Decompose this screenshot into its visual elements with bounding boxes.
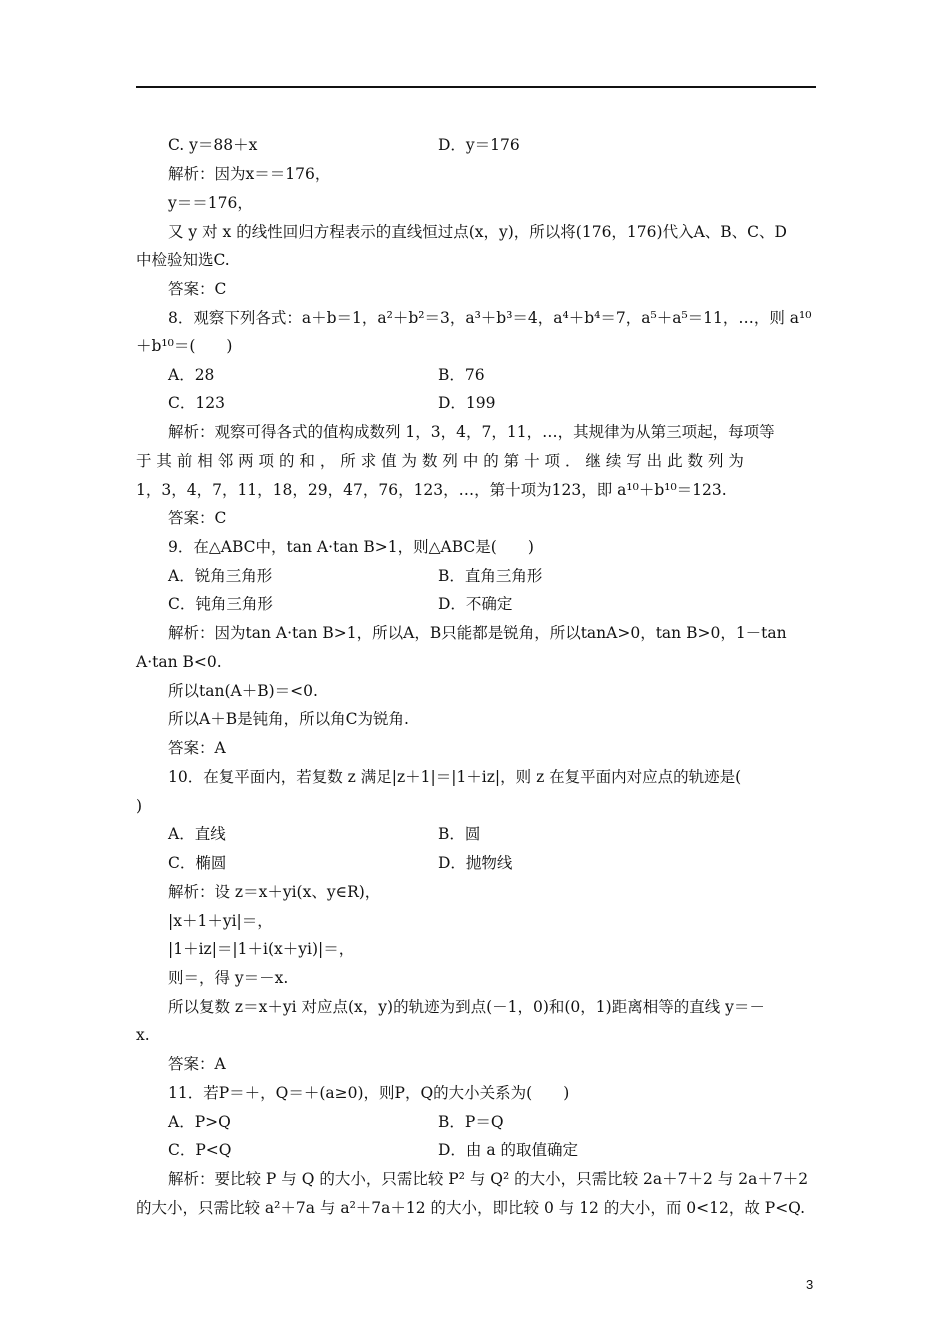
option-right: D．不确定 <box>438 595 513 613</box>
text-line: ＋b¹⁰＝( ) <box>136 337 233 355</box>
text-line: 10．在复平面内，若复数 z 满足|z＋1|＝|1＋iz|，则 z 在复平面内对应点的轨迹是( <box>168 768 742 786</box>
option-right: B．圆 <box>438 825 481 843</box>
text-line: A．P>Q <box>168 1113 231 1131</box>
page-number: 3 <box>806 1277 814 1292</box>
option-right: D．抛物线 <box>438 854 513 872</box>
text-line: C．椭圆 <box>168 854 227 872</box>
text-line: A．锐角三角形 <box>168 567 273 585</box>
text-line: 答案：A <box>168 739 226 757</box>
text-line: 中检验知选C. <box>136 251 230 269</box>
text-line: x. <box>136 1026 150 1044</box>
text-line: 9．在△ABC中，tan A·tan B>1，则△ABC是( ) <box>168 538 534 556</box>
text-line: 所以tan(A＋B)＝<0. <box>168 682 318 700</box>
text-line: C．123 <box>168 394 225 412</box>
text-line: 1，3，4，7，11，18，29，47，76，123，…，第十项为123，即 a¹⁰＋b¹⁰＝123. <box>136 481 727 499</box>
text-line: C. y＝88＋x <box>168 136 258 154</box>
option-right: B．76 <box>438 366 485 384</box>
text-line: 解析：因为x＝＝176， <box>168 165 331 183</box>
text-line: A．28 <box>168 366 215 384</box>
text-line: 解析：设 z＝x＋yi(x、y∈R)， <box>168 883 381 901</box>
text-line: ) <box>136 797 143 815</box>
text-line: 的大小，只需比较 a²＋7a 与 a²＋7a＋12 的大小，即比较 0 与 12 的大小，而 0<12，故 P<Q. <box>136 1199 806 1217</box>
text-line: 答案：C <box>168 280 227 298</box>
text-line: 所以复数 z＝x＋yi 对应点(x，y)的轨迹为到点(－1，0)和(0，1)距离相等的直线 y＝－ <box>168 998 765 1016</box>
text-line: A·tan B<0. <box>136 653 222 671</box>
text-line: |x＋1＋yi|＝， <box>168 912 273 930</box>
option-right: B．直角三角形 <box>438 567 543 585</box>
text-line: 则＝，得 y＝－x. <box>168 969 289 987</box>
option-right: D．y＝176 <box>438 136 520 154</box>
text-line: 8．观察下列各式：a＋b＝1，a²＋b²＝3，a³＋b³＝4，a⁴＋b⁴＝7，a⁵＋a⁵＝11，…，则 a¹⁰ <box>168 309 812 327</box>
text-line: 解析：要比较 P 与 Q 的大小，只需比较 P² 与 Q² 的大小，只需比较 2a＋7＋2 与 2a＋7＋2 <box>168 1170 809 1188</box>
text-line: 11．若P＝＋，Q＝＋(a≥0)，则P，Q的大小关系为( ) <box>168 1084 570 1102</box>
text-line: 答案：A <box>168 1055 226 1073</box>
option-right: B．P＝Q <box>438 1113 504 1131</box>
text-line: C．钝角三角形 <box>168 595 273 613</box>
text-line: 解析：因为tan A·tan B>1，所以A，B只能都是锐角，所以tanA>0，tan B>0，1－tan <box>168 624 787 642</box>
text-line: C．P<Q <box>168 1141 232 1159</box>
text-line: y＝＝176， <box>168 194 253 212</box>
text-line: |1＋iz|＝|1＋i(x＋yi)|＝， <box>168 940 355 958</box>
header-rule <box>136 86 816 88</box>
text-line: A．直线 <box>168 825 226 843</box>
text-line: 于 其 前 相 邻 两 项 的 和 ， 所 求 值 为 数 列 中 的 第 十 项 ． 继 续 写 出 此 数 列 为 <box>136 452 744 470</box>
option-right: D．由 a 的取值确定 <box>438 1141 579 1159</box>
text-line: 解析：观察可得各式的值构成数列 1，3，4，7，11，…，其规律为从第三项起，每项等 <box>168 423 775 441</box>
text-line: 答案：C <box>168 509 227 527</box>
option-right: D．199 <box>438 394 496 412</box>
text-line: 所以A＋B是钝角，所以角C为锐角. <box>168 710 409 728</box>
text-line: 又 y 对 x 的线性回归方程表示的直线恒过点(x，y)，所以将(176，176)代入A、B、C、D <box>168 223 787 241</box>
